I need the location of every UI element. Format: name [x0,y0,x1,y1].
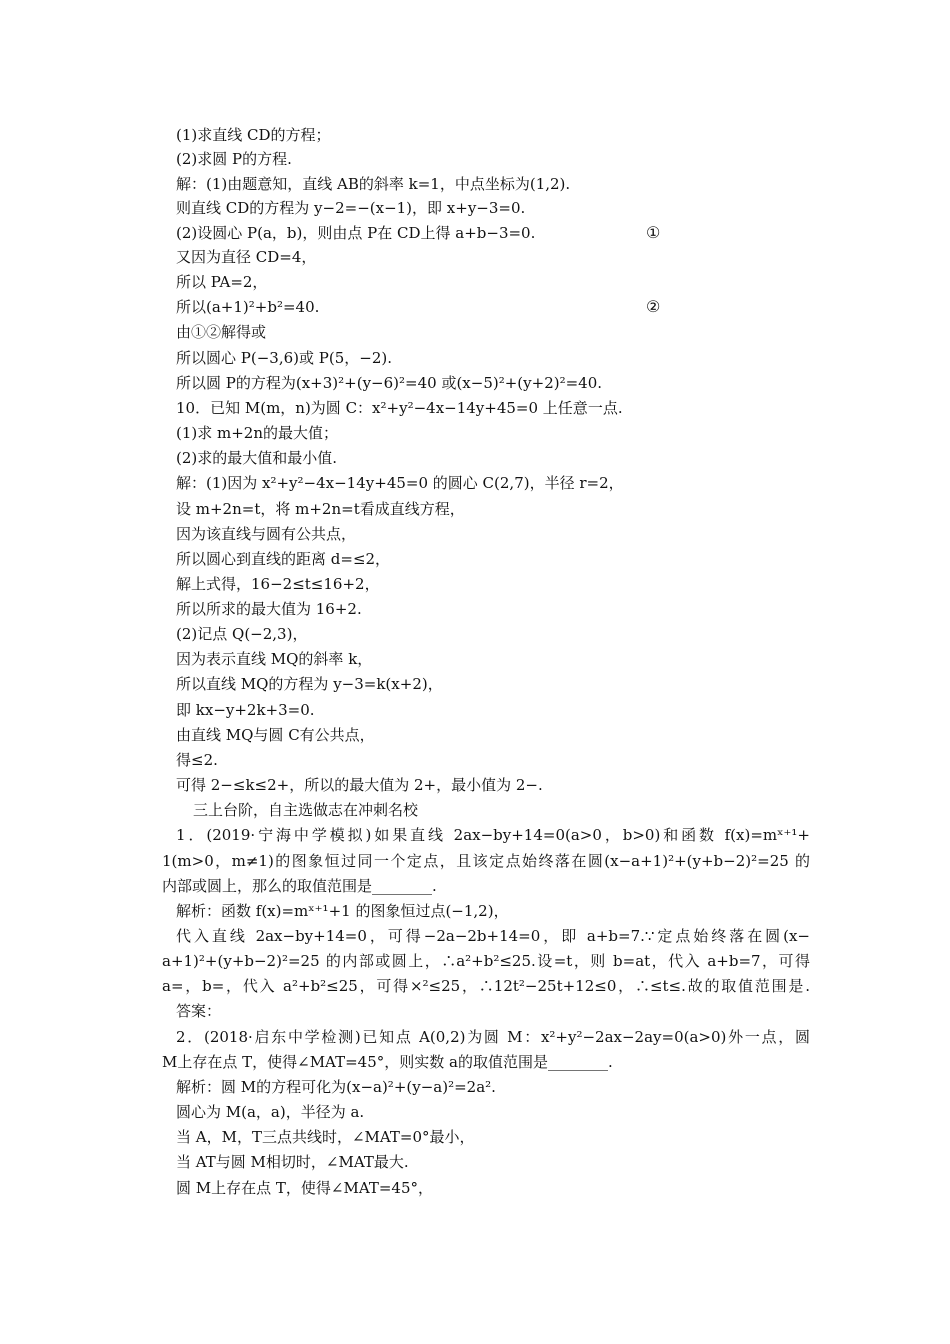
text-line: 1．(2019·宁海中学模拟)如果直线 2ax−by+14=0(a>0，b>0)和函数 f(x)=mˣ⁺¹+ [176,826,810,844]
text-line: 圆 M上存在点 T，使得∠MAT=45°， [176,1179,434,1197]
text-line: 圆心为 M(a，a)，半径为 a. [176,1103,365,1121]
text-line: 解：(1)由题意知，直线 AB的斜率 k=1，中点坐标为(1,2). [176,175,571,193]
text-line: 解析：函数 f(x)=mˣ⁺¹+1 的图象恒过点(−1,2)， [176,902,509,920]
text-line: (2)设圆心 P(a，b)，则由点 P在 CD上得 a+b−3=0. [176,224,536,242]
text-line: 当 AT与圆 M相切时，∠MAT最大. [176,1153,409,1171]
text-line: 内部或圆上，那么的取值范围是________. [162,877,437,895]
text-line: (2)求的最大值和最小值. [176,449,338,467]
text-line: 所以所求的最大值为 16+2. [176,600,362,618]
text-line: 由直线 MQ与圆 C有公共点， [176,726,375,744]
text-line: (1)求 m+2n的最大值； [176,424,339,442]
text-line: 2．(2018·启东中学检测)已知点 A(0,2)为圆 M：x²+y²−2ax−2ay=0(a>0)外一点，圆 [176,1028,810,1046]
text-line: 答案： [176,1002,222,1020]
problem-heading: 10．已知 M(m，n)为圆 C：x²+y²−4x−14y+45=0 上任意一点. [176,399,623,417]
text-line: M上存在点 T，使得∠MAT=45°，则实数 a的取值范围是________. [162,1053,613,1071]
text-line: 所以(a+1)²+b²=40. [176,298,320,316]
text-line: a=，b=，代入 a²+b²≤25，可得×²≤25，∴12t²−25t+12≤0，∴≤t≤.故的取值范围是. [162,977,810,995]
equation-marker: ① [646,223,661,242]
text-line: 代入直线 2ax−by+14=0，可得−2a−2b+14=0，即 a+b=7.∵定点始终落在圆(x− [176,927,810,945]
text-line: 解析：圆 M的方程可化为(x−a)²+(y−a)²=2a². [176,1078,496,1096]
text-line: 则直线 CD的方程为 y−2=−(x−1)，即 x+y−3=0. [176,199,526,217]
text-line: 因为表示直线 MQ的斜率 k， [176,650,373,668]
text-line: 当 A，M，T三点共线时，∠MAT=0°最小， [176,1128,475,1146]
text-line: (2)求圆 P的方程. [176,150,292,168]
text-line: 所以圆 P的方程为(x+3)²+(y−6)²=40 或(x−5)²+(y+2)²=40. [176,374,603,392]
text-line: 所以圆心 P(−3,6)或 P(5，−2). [176,349,392,367]
text-line: (1)求直线 CD的方程； [176,126,331,144]
text-line: 所以 PA=2， [176,273,268,291]
text-line: 解：(1)因为 x²+y²−4x−14y+45=0 的圆心 C(2,7)，半径 r=2， [176,474,624,492]
text-line: 解上式得，16−2≤t≤16+2， [176,575,380,593]
text-line: a+1)²+(y+b−2)²=25 的内部或圆上，∴a²+b²≤25.设=t，则 b=at，代入 a+b=7，可得 [162,952,810,970]
text-line: 可得 2−≤k≤2+，所以的最大值为 2+，最小值为 2−. [176,776,543,794]
text-line: (2)记点 Q(−2,3)， [176,625,308,643]
text-line: 设 m+2n=t，将 m+2n=t看成直线方程， [176,500,465,518]
text-line: 即 kx−y+2k+3=0. [176,701,315,719]
text-line: 1(m>0，m≠1)的图象恒过同一个定点，且该定点始终落在圆(x−a+1)²+(y+b−2)²=25 的 [162,852,810,870]
text-line: 所以圆心到直线的距离 d=≤2， [176,550,391,568]
text-line: 得≤2. [176,751,218,769]
text-line: 由①②解得或 [176,323,267,341]
text-line: 又因为直径 CD=4， [176,248,317,266]
text-line: 所以直线 MQ的方程为 y−3=k(x+2)， [176,675,443,693]
equation-marker: ② [646,297,661,316]
text-line: 因为该直线与圆有公共点， [176,525,357,543]
section-heading: 三上台阶，自主选做志在冲刺名校 [193,801,419,819]
